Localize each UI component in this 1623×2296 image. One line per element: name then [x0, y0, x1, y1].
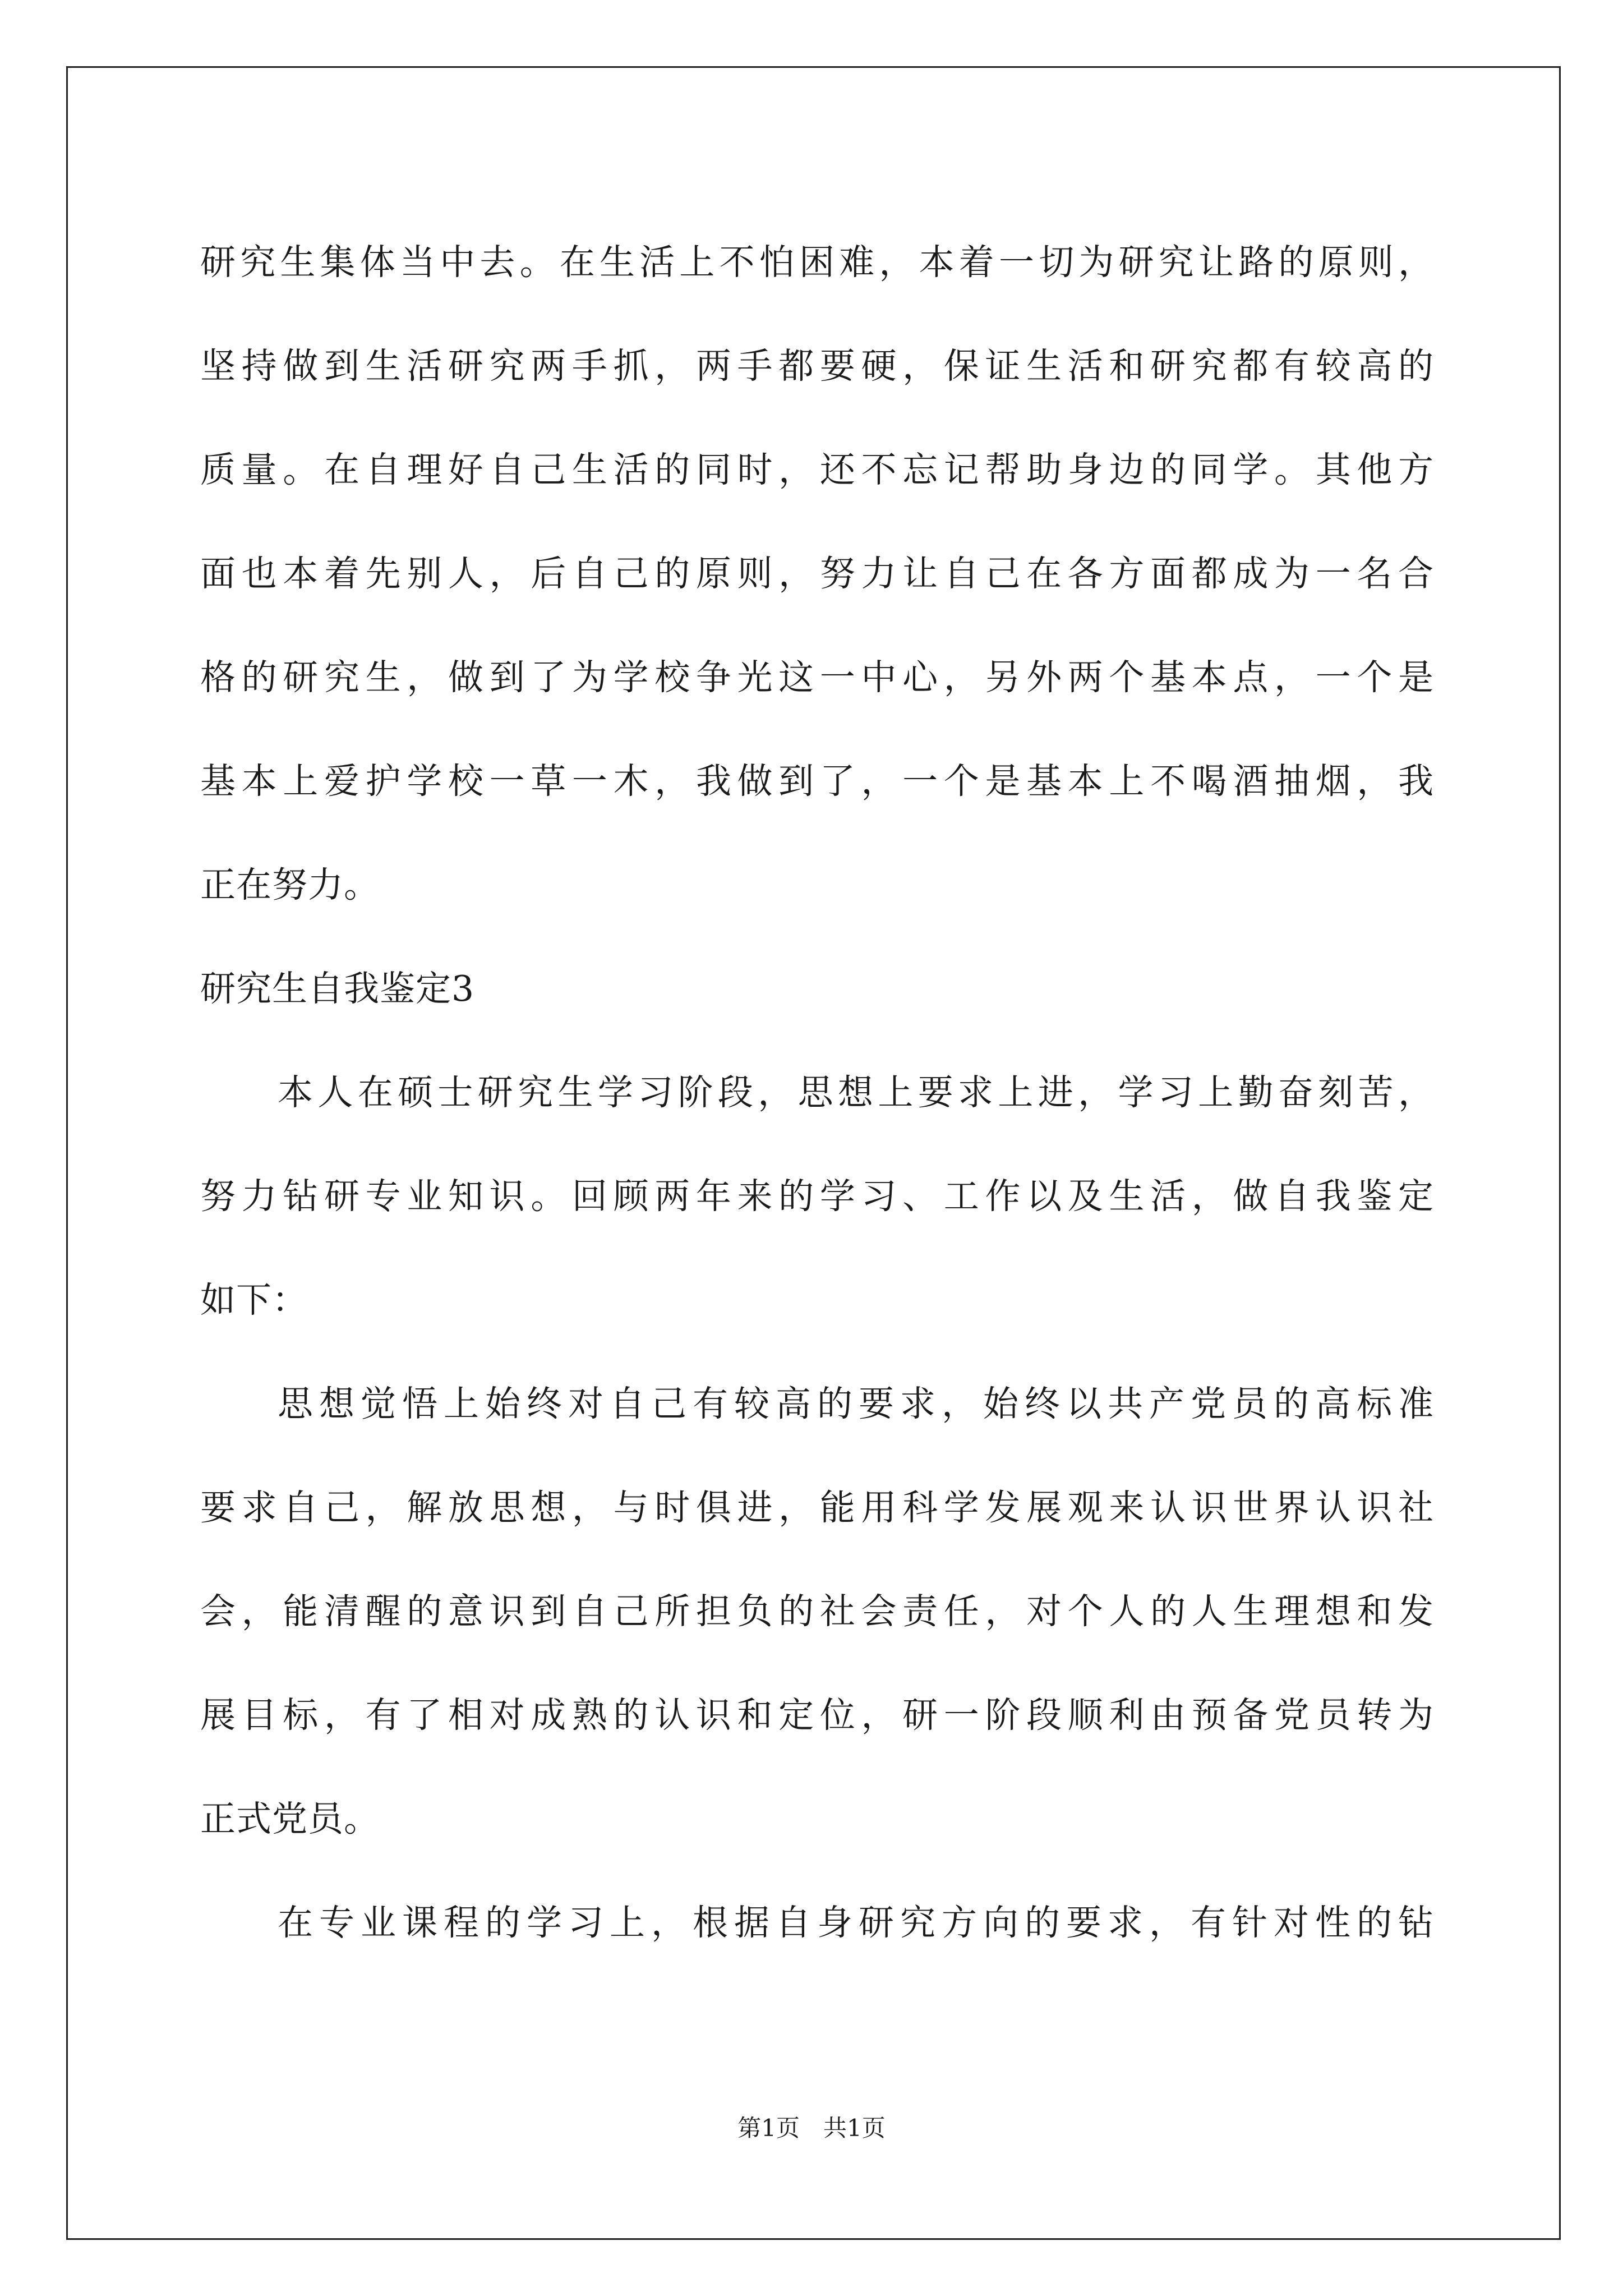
text-line: 面也本着先别人，后自己的原则，努力让自己在各方面都成为一名合 — [200, 553, 1434, 594]
text-line: 会，能清醒的意识到自己所担负的社会责任，对个人的人生理想和发 — [200, 1591, 1434, 1632]
text-line: 质量。在自理好自己生活的同时，还不忘记帮助身边的同学。其他方 — [200, 449, 1434, 490]
document-body — [200, 210, 1434, 1975]
text-line: 思想觉悟上始终对自己有较高的要求，始终以共产党员的高标准 — [278, 1383, 1434, 1424]
text-line: 格的研究生，做到了为学校争光这一中心，另外两个基本点，一个是 — [200, 657, 1434, 698]
text-line: 展目标，有了相对成熟的认识和定位，研一阶段顺利由预备党员转为 — [200, 1695, 1434, 1736]
section-heading: 研究生自我鉴定3 — [200, 968, 475, 1009]
text-line: 本人在硕士研究生学习阶段，思想上要求上进，学习上勤奋刻苦， — [278, 1072, 1434, 1113]
page-footer: 第1页 共1页 — [737, 2114, 886, 2142]
text-line: 基本上爱护学校一草一木，我做到了，一个是基本上不喝酒抽烟，我 — [200, 761, 1434, 802]
text-line: 在专业课程的学习上，根据自身研究方向的要求，有针对性的钻 — [278, 1902, 1434, 1943]
text-line: 如下： — [200, 1280, 308, 1320]
text-line: 要求自己，解放思想，与时俱进，能用科学发展观来认识世界认识社 — [200, 1487, 1434, 1528]
text-line: 研究生集体当中去。在生活上不怕困难，本着一切为研究让路的原则， — [200, 242, 1434, 283]
text-line: 努力钻研专业知识。回顾两年来的学习、工作以及生活，做自我鉴定 — [200, 1176, 1434, 1217]
text-line: 正在努力。 — [200, 864, 380, 905]
text-line: 坚持做到生活研究两手抓，两手都要硬，保证生活和研究都有较高的 — [200, 346, 1434, 386]
text-line: 正式党员。 — [200, 1798, 380, 1839]
